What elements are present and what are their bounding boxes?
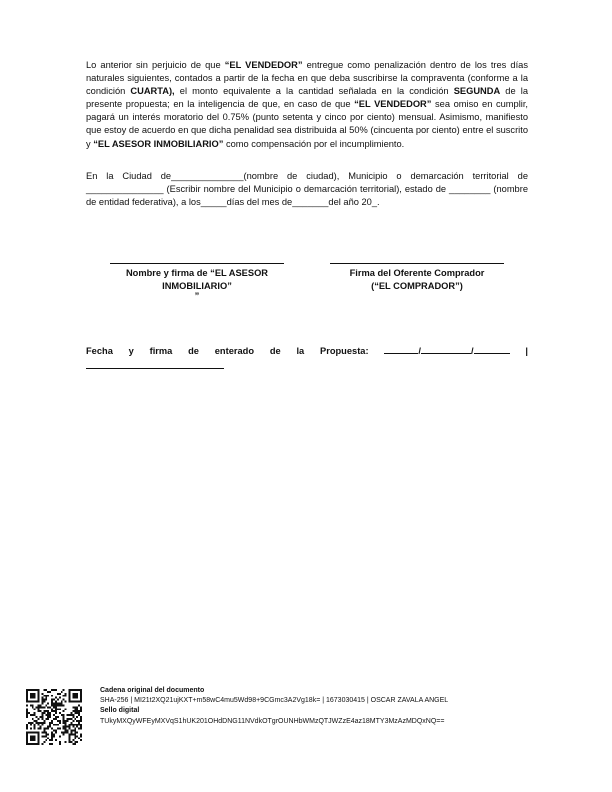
text-run: como compensación por el incumplimiento.	[223, 138, 405, 149]
sello-value: TUkyMXQyWFEyMXVqS1hUK201OHdDNG11NVdkOTgrOUNHbWMzQTJWZzE4az18MTY3MzAzMDQxNQ==	[100, 717, 445, 725]
fecha-word: y	[128, 346, 134, 356]
agent-signature-block	[107, 263, 287, 300]
buyer-signature-label-1: Firma del Oferente Comprador	[349, 268, 485, 278]
text-run: sea omiso en cumplir, pagará un interés moratorio del 0.75% (punto setenta y cinco por ciento) mensual. Asimismo, manifiesto que estoy de acuerdo en que dicha penalidad sea distribuida al 50% (cincuenta por ciento) entre el suscrito y	[86, 99, 528, 149]
fecha-word: Fecha	[86, 346, 113, 356]
penalty-paragraph	[86, 59, 528, 151]
date-continuation-line	[86, 358, 224, 369]
seal-text	[100, 686, 448, 727]
agent-signature-label-3: ”	[194, 291, 200, 301]
text-run: el monto equivalente a la cantidad señalada en la condición	[174, 86, 454, 97]
buyer-signature-block	[327, 263, 507, 292]
agent-signature-label-2: INMOBILIARIO”	[162, 280, 232, 291]
bold-term: “EL ASESOR INMOBILIARIO”	[93, 138, 224, 149]
bold-term: CUARTA),	[130, 86, 175, 97]
buyer-signature-label-2: (“EL COMPRADOR”)	[371, 280, 463, 291]
cadena-label: Cadena original del documento	[100, 687, 205, 694]
fecha-word: enterado	[214, 346, 255, 356]
qr-code-icon	[26, 689, 82, 745]
fecha-word: de	[188, 346, 199, 356]
agent-signature-line	[110, 263, 284, 264]
fecha-word: Propuesta:	[320, 346, 369, 356]
date-slash: /	[418, 346, 421, 356]
date-bar: |	[525, 346, 528, 356]
date-slash: /	[470, 346, 474, 356]
sello-label: Sello digital	[100, 707, 140, 715]
text-run: de la presente propuesta; en la inteligencia de que, en caso de que	[86, 86, 528, 110]
text-run: entregue como penalización dentro de los tres días naturales siguientes, contados a partir de la fecha en que deba suscribirse la compraventa (conforme a la condición	[86, 60, 528, 97]
buyer-signature-line	[330, 263, 504, 264]
agent-signature-label-1: Nombre y firma de “EL ASESOR	[125, 268, 269, 278]
fecha-word: la	[296, 346, 305, 356]
location-date-paragraph: En la Ciudad de______________(nombre de ciudad), Municipio o demarcación territorial de _______________ (Escribir nombre del Municipio o demarcación territorial), estado de ________ (nombre de entidad federativa), a los_____días del mes de_______del año 20_.	[86, 171, 528, 208]
text-run: Lo anterior sin perjuicio de que	[86, 60, 225, 70]
fecha-word: de	[269, 346, 281, 356]
bold-term: “EL VENDEDOR”	[224, 60, 303, 70]
cadena-value: SHA-256 | MI21t2XQ21ujKXT+m58wC4mu5Wd98+9CGmc3A2Vg18k= | 1673030415 | OSCAR ZAVALA ANGEL	[100, 697, 449, 705]
bold-term: SEGUNDA	[453, 86, 501, 97]
acknowledgement-date-line	[86, 344, 528, 369]
fecha-word: firma	[149, 346, 173, 356]
bold-term: “EL VENDEDOR”	[354, 99, 432, 110]
date-blank-field	[384, 344, 509, 358]
